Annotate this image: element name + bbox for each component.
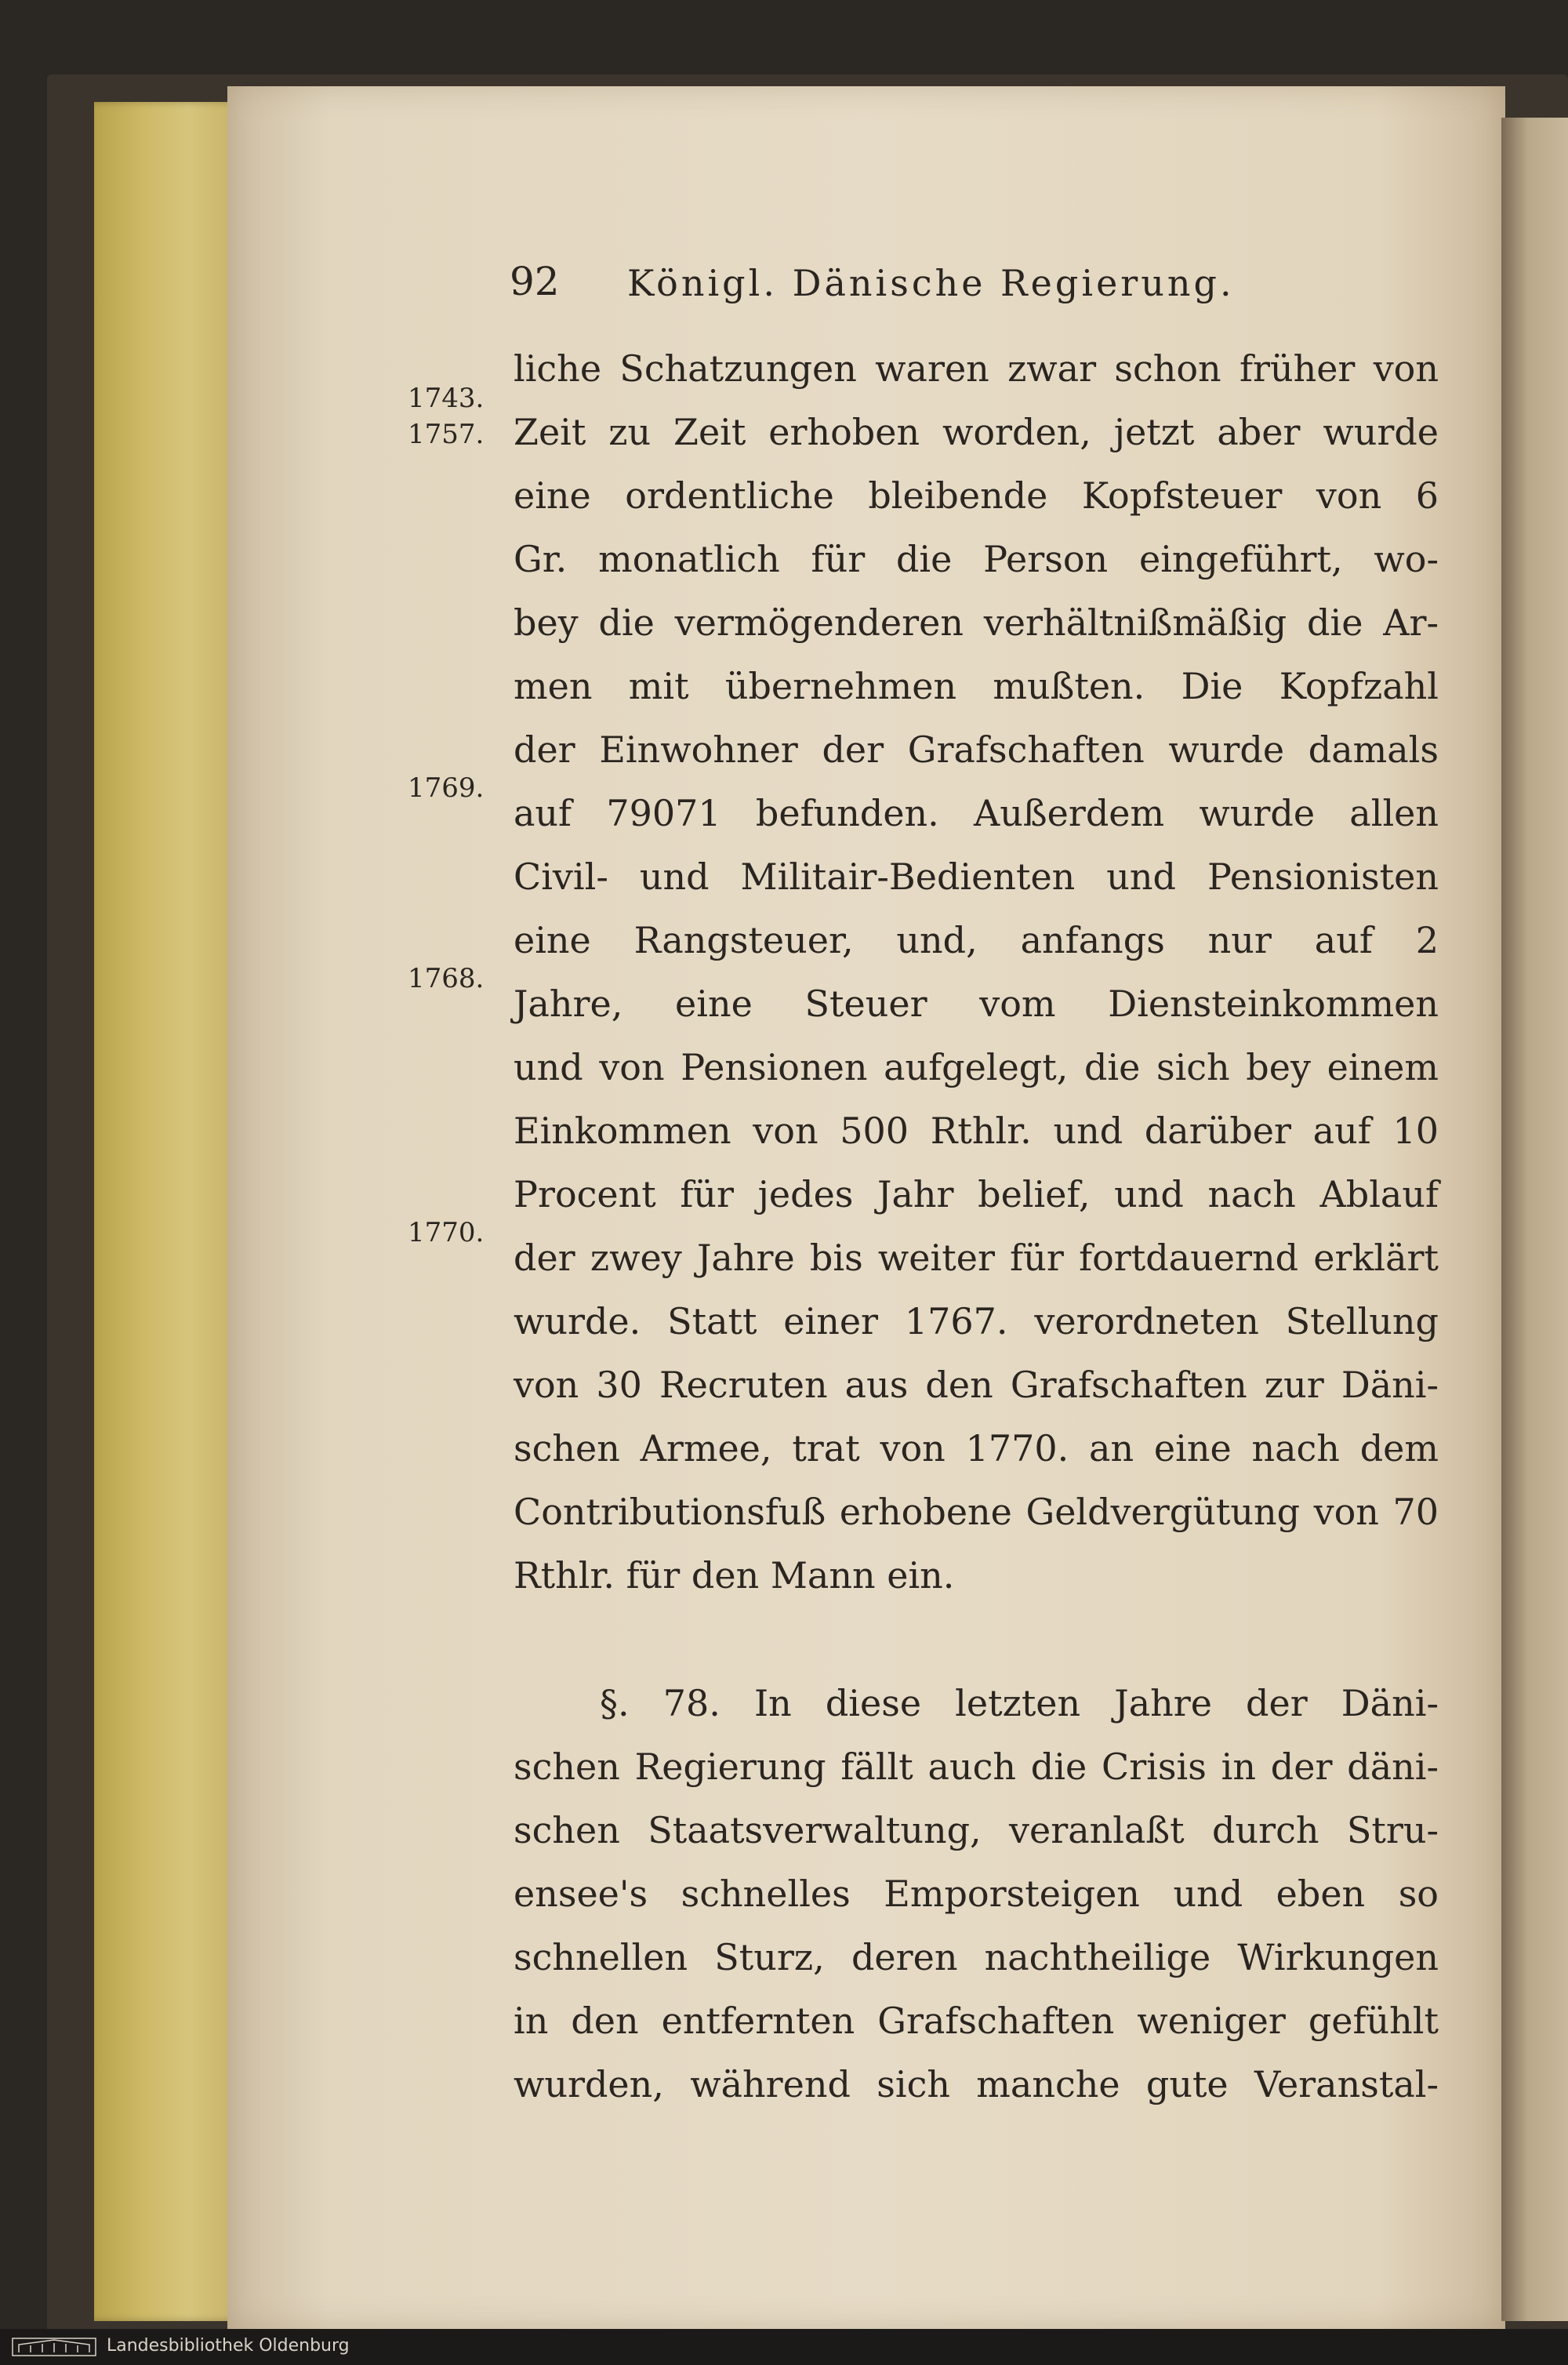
text-line: Jahre, eine Steuer vom Diensteinkommen bbox=[514, 983, 1439, 1025]
text-line: von 30 Recruten aus den Grafschaften zur Däni- bbox=[514, 1364, 1439, 1406]
text-line: liche Schatzungen waren zwar schon früher von bbox=[514, 347, 1439, 390]
text-line: §. 78. In diese letzten Jahre der Däni- bbox=[600, 1682, 1439, 1724]
text-line: eine ordentliche bleibende Kopfsteuer von 6 bbox=[514, 474, 1439, 517]
text-line: schen Staatsverwaltung, veranlaßt durch Stru- bbox=[514, 1809, 1439, 1851]
body-text bbox=[514, 337, 1439, 2116]
text-line: Rthlr. für den Mann ein. bbox=[514, 1554, 955, 1597]
paragraph-gap bbox=[514, 1608, 1439, 1672]
text-line: Procent für jedes Jahr belief, und nach Ablauf bbox=[514, 1173, 1439, 1215]
text-line: wurden, während sich manche gute Veranstal- bbox=[514, 2063, 1439, 2105]
running-head-title: Königl. Dänische Regierung. bbox=[627, 262, 1235, 304]
text-line: der Einwohner der Grafschaften wurde damals bbox=[514, 728, 1439, 771]
text-line: Contributionsfuß erhobene Geldvergütung von 70 bbox=[514, 1491, 1439, 1533]
text-line: Gr. monatlich für die Person eingeführt, wo- bbox=[514, 538, 1439, 580]
text-line: wurde. Statt einer 1767. verordneten Stellung bbox=[514, 1300, 1439, 1342]
text-line: schen Armee, trat von 1770. an eine nach dem bbox=[514, 1427, 1439, 1469]
margin-note: 1743. bbox=[408, 383, 485, 414]
paragraph bbox=[514, 337, 1439, 1608]
text-line: Civil- und Militair-Bedienten und Pensionisten bbox=[514, 856, 1439, 898]
text-line: der zwey Jahre bis weiter für fortdauernd erklärt bbox=[514, 1237, 1439, 1279]
text-line: schnellen Sturz, deren nachtheilige Wirkungen bbox=[514, 1936, 1439, 1978]
text-line: eine Rangsteuer, und, anfangs nur auf 2 bbox=[514, 919, 1439, 961]
margin-note: 1770. bbox=[408, 1217, 485, 1248]
text-line: schen Regierung fällt auch die Crisis in der däni- bbox=[514, 1746, 1439, 1788]
margin-note: 1769. bbox=[408, 772, 485, 804]
library-label: Landesbibliothek Oldenburg bbox=[107, 2336, 350, 2356]
margin-note: 1768. bbox=[408, 963, 485, 994]
text-line: men mit übernehmen mußten. Die Kopfzahl bbox=[514, 665, 1439, 707]
text-line: in den entfernten Grafschaften weniger gefühlt bbox=[514, 2000, 1439, 2042]
page-number: 92 bbox=[510, 259, 560, 304]
text-line: bey die vermögenderen verhältnißmäßig die Ar- bbox=[514, 601, 1439, 644]
paragraph bbox=[514, 1672, 1439, 2116]
facing-page-gutter bbox=[1501, 118, 1568, 2321]
running-head bbox=[510, 259, 1435, 314]
text-line: und von Pensionen aufgelegt, die sich bey einem bbox=[514, 1046, 1439, 1088]
margin-note: 1757. bbox=[408, 419, 485, 450]
text-line: Einkommen von 500 Rthlr. und darüber auf 10 bbox=[514, 1110, 1439, 1152]
footer-bar bbox=[0, 2329, 1568, 2365]
text-line: Zeit zu Zeit erhoben worden, jetzt aber wurde bbox=[514, 411, 1439, 453]
text-line: auf 79071 befunden. Außerdem wurde allen bbox=[514, 792, 1439, 834]
text-line: ensee's schnelles Emporsteigen und eben so bbox=[514, 1873, 1439, 1915]
library-logo-icon bbox=[11, 2335, 97, 2359]
